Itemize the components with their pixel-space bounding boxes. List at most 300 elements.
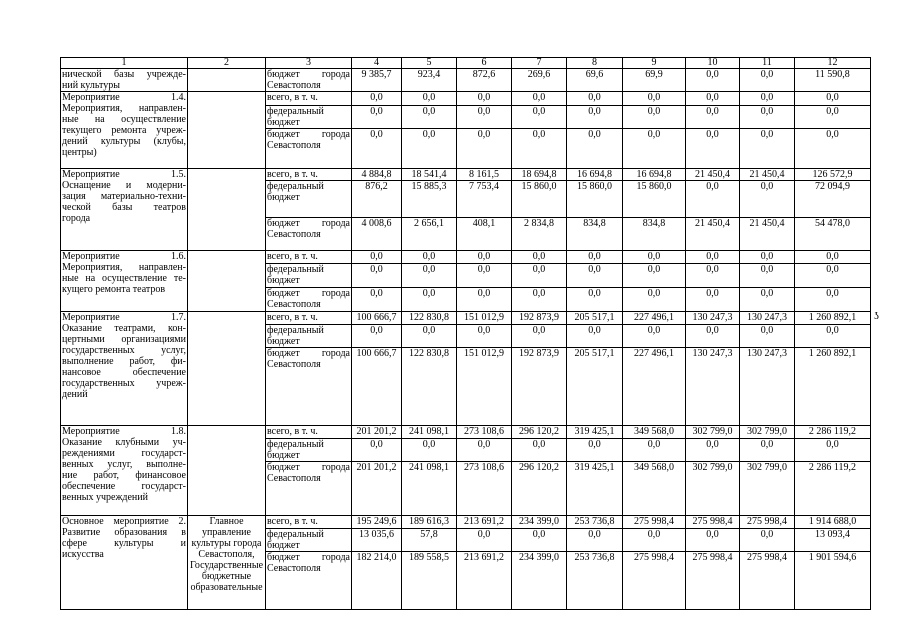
funding-source-line: бюджет города <box>267 348 350 359</box>
funding-source-cell <box>266 288 352 312</box>
amount-cell: 13 035,6 <box>352 529 402 552</box>
column-number-12: 12 <box>795 58 871 69</box>
column-number-row <box>61 58 871 69</box>
amount-cell: 302 799,0 <box>740 426 795 439</box>
measure-name-line: государственных услуг, <box>62 345 186 356</box>
funding-source-line: бюджет города <box>267 69 350 80</box>
amount-cell: 151 012,9 <box>457 312 512 325</box>
measure-name-cell <box>61 92 188 169</box>
funding-source-cell <box>266 516 352 529</box>
amount-cell: 0,0 <box>795 251 871 264</box>
amount-cell: 57,8 <box>402 529 457 552</box>
amount-cell: 0,0 <box>686 106 740 129</box>
amount-cell: 130 247,3 <box>686 348 740 426</box>
funding-source-cell <box>266 552 352 610</box>
amount-cell: 0,0 <box>795 92 871 106</box>
amount-cell: 0,0 <box>686 129 740 169</box>
measure-name-line: ные на осуществление те- <box>62 273 186 284</box>
amount-cell: 0,0 <box>402 264 457 288</box>
amount-cell: 0,0 <box>795 439 871 462</box>
funding-source-line: федеральный <box>267 325 324 336</box>
amount-cell: 0,0 <box>795 288 871 312</box>
executor-cell <box>188 92 266 169</box>
amount-cell: 275 998,4 <box>740 552 795 610</box>
amount-cell: 1 260 892,1 <box>795 348 871 426</box>
amount-cell: 100 666,7 <box>352 348 402 426</box>
amount-cell: 201 201,2 <box>352 426 402 439</box>
measure-name-line: искусства <box>62 549 104 560</box>
amount-cell: 273 108,6 <box>457 462 512 516</box>
amount-cell: 9 385,7 <box>352 69 402 92</box>
measure-name-line: Мероприятие 1.6. <box>62 251 186 262</box>
amount-cell: 275 998,4 <box>740 516 795 529</box>
funding-source-line: всего, в т. ч. <box>267 312 318 323</box>
funding-source-cell <box>266 426 352 439</box>
amount-cell: 0,0 <box>457 439 512 462</box>
amount-cell: 275 998,4 <box>623 516 686 529</box>
measure-name-cell <box>61 516 188 610</box>
amount-cell: 0,0 <box>457 251 512 264</box>
funding-source-cell <box>266 129 352 169</box>
amount-cell: 0,0 <box>686 181 740 218</box>
amount-cell: 0,0 <box>567 92 623 106</box>
amount-cell: 1 914 688,0 <box>795 516 871 529</box>
amount-cell: 2 286 119,2 <box>795 426 871 439</box>
amount-cell: 100 666,7 <box>352 312 402 325</box>
amount-cell: 0,0 <box>567 325 623 348</box>
funding-source-line: бюджет города <box>267 129 350 140</box>
amount-cell: 0,0 <box>352 288 402 312</box>
measure-name-line: Основное мероприятие 2. <box>62 516 186 527</box>
amount-cell: 227 496,1 <box>623 312 686 325</box>
column-number-8: 8 <box>567 58 623 69</box>
funding-source-cell <box>266 69 352 92</box>
funding-source-line: всего, в т. ч. <box>267 169 318 180</box>
amount-cell: 0,0 <box>740 529 795 552</box>
executor-cell <box>188 251 266 312</box>
amount-cell: 0,0 <box>623 264 686 288</box>
amount-cell: 189 616,3 <box>402 516 457 529</box>
executor-line: образовательные <box>190 582 263 593</box>
funding-source-line: федеральный <box>267 264 324 275</box>
funding-source-line: федеральный <box>267 106 324 117</box>
amount-cell: 21 450,4 <box>740 218 795 251</box>
funding-source-line: Севастополя <box>267 299 321 310</box>
funding-source-cell <box>266 264 352 288</box>
amount-cell: 122 830,8 <box>402 312 457 325</box>
amount-cell: 151 012,9 <box>457 348 512 426</box>
amount-cell: 2 834,8 <box>512 218 567 251</box>
measure-name-line: венных учреждений <box>62 492 148 503</box>
funding-source-line: бюджет <box>267 192 300 203</box>
executor-line: управление <box>202 527 251 538</box>
amount-cell: 296 120,2 <box>512 462 567 516</box>
amount-cell: 408,1 <box>457 218 512 251</box>
amount-cell: 0,0 <box>352 92 402 106</box>
amount-cell: 0,0 <box>512 529 567 552</box>
measure-name-cell <box>61 69 188 92</box>
column-number-7: 7 <box>512 58 567 69</box>
amount-cell: 349 568,0 <box>623 426 686 439</box>
measure-name-line: ческой базы театров <box>62 202 186 213</box>
amount-cell: 0,0 <box>623 106 686 129</box>
funding-source-line: всего, в т. ч. <box>267 251 318 262</box>
amount-cell: 69,9 <box>623 69 686 92</box>
amount-cell: 0,0 <box>567 264 623 288</box>
amount-cell: 0,0 <box>512 325 567 348</box>
amount-cell: 0,0 <box>623 439 686 462</box>
amount-cell: 4 884,8 <box>352 169 402 181</box>
table-row <box>61 169 871 181</box>
amount-cell: 72 094,9 <box>795 181 871 218</box>
funding-source-line: федеральный <box>267 181 324 192</box>
amount-cell: 205 517,1 <box>567 312 623 325</box>
amount-cell: 0,0 <box>512 129 567 169</box>
amount-cell: 0,0 <box>512 439 567 462</box>
amount-cell: 0,0 <box>686 92 740 106</box>
funding-source-line: федеральный <box>267 439 324 450</box>
measure-name-line: Развитие образования в <box>62 527 186 538</box>
amount-cell: 876,2 <box>352 181 402 218</box>
amount-cell: 0,0 <box>457 92 512 106</box>
amount-cell: 16 694,8 <box>567 169 623 181</box>
measure-name-line: обеспечение государст- <box>62 481 186 492</box>
amount-cell: 234 399,0 <box>512 516 567 529</box>
amount-cell: 189 558,5 <box>402 552 457 610</box>
measure-name-line: цертными организациями <box>62 334 186 345</box>
amount-cell: 0,0 <box>686 264 740 288</box>
column-number-5: 5 <box>402 58 457 69</box>
budget-table-page <box>60 57 871 610</box>
measure-name-line: зация материально-техни- <box>62 191 186 202</box>
funding-source-cell <box>266 312 352 325</box>
measure-name-line: ний культуры <box>62 80 120 91</box>
table-row <box>61 92 871 106</box>
amount-cell: 349 568,0 <box>623 462 686 516</box>
measure-name-line: кущего ремонта театров <box>62 284 166 295</box>
amount-cell: 273 108,6 <box>457 426 512 439</box>
funding-source-line: Севастополя <box>267 140 321 151</box>
measure-name-line: Мероприятие 1.5. <box>62 169 186 180</box>
amount-cell: 0,0 <box>402 288 457 312</box>
column-number-4: 4 <box>352 58 402 69</box>
amount-cell: 0,0 <box>402 129 457 169</box>
measure-name-line: текущего ремонта учреж- <box>62 125 186 136</box>
funding-source-line: бюджет <box>267 336 300 347</box>
executor-line: Севастополя, <box>198 549 255 560</box>
funding-source-cell <box>266 106 352 129</box>
amount-cell: 227 496,1 <box>623 348 686 426</box>
amount-cell: 0,0 <box>567 288 623 312</box>
amount-cell: 2 286 119,2 <box>795 462 871 516</box>
amount-cell: 18 541,4 <box>402 169 457 181</box>
amount-cell: 0,0 <box>512 92 567 106</box>
amount-cell: 130 247,3 <box>740 348 795 426</box>
funding-source-line: всего, в т. ч. <box>267 516 318 527</box>
amount-cell: 0,0 <box>686 529 740 552</box>
amount-cell: 0,0 <box>686 251 740 264</box>
amount-cell: 0,0 <box>512 264 567 288</box>
amount-cell: 275 998,4 <box>686 516 740 529</box>
funding-source-line: бюджет города <box>267 218 350 229</box>
measure-name-cell <box>61 312 188 426</box>
amount-cell: 0,0 <box>567 529 623 552</box>
measure-name-line: Мероприятия, направлен- <box>62 103 186 114</box>
amount-cell: 0,0 <box>352 251 402 264</box>
funding-source-cell <box>266 325 352 348</box>
funding-source-line: Севастополя <box>267 229 321 240</box>
amount-cell: 0,0 <box>686 69 740 92</box>
budget-table <box>60 57 871 610</box>
measure-name-line: нансовое обеспечение <box>62 367 186 378</box>
amount-cell: 205 517,1 <box>567 348 623 426</box>
measure-name-cell <box>61 169 188 251</box>
amount-cell: 1 260 892,1 <box>795 312 871 325</box>
amount-cell: 213 691,2 <box>457 516 512 529</box>
measure-name-line: Мероприятие 1.4. <box>62 92 186 103</box>
executor-cell <box>188 426 266 516</box>
amount-cell: 0,0 <box>352 129 402 169</box>
funding-source-cell <box>266 169 352 181</box>
measure-name-line: Мероприятия, направлен- <box>62 262 186 273</box>
amount-cell: 0,0 <box>402 439 457 462</box>
amount-cell: 130 247,3 <box>686 312 740 325</box>
measure-name-cell <box>61 426 188 516</box>
executor-line: бюджетные <box>201 571 252 582</box>
amount-cell: 0,0 <box>402 106 457 129</box>
amount-cell: 0,0 <box>740 69 795 92</box>
amount-cell: 4 008,6 <box>352 218 402 251</box>
funding-source-cell <box>266 251 352 264</box>
amount-cell: 0,0 <box>402 92 457 106</box>
measure-name-line: нической базы учрежде- <box>62 69 186 80</box>
table-row <box>61 251 871 264</box>
amount-cell: 195 249,6 <box>352 516 402 529</box>
amount-cell: 0,0 <box>623 251 686 264</box>
table-row <box>61 426 871 439</box>
funding-source-line: бюджет <box>267 117 300 128</box>
amount-cell: 0,0 <box>795 106 871 129</box>
measure-name-cell <box>61 251 188 312</box>
amount-cell: 0,0 <box>686 325 740 348</box>
executor-cell <box>188 312 266 426</box>
funding-source-cell <box>266 529 352 552</box>
funding-source-line: бюджет <box>267 450 300 461</box>
margin-mark: ʖ <box>874 310 879 322</box>
executor-line: Государственные <box>189 560 264 571</box>
measure-name-line: сфере культуры и <box>62 538 186 549</box>
measure-name-line: выполнение работ, фи- <box>62 356 186 367</box>
amount-cell: 18 694,8 <box>512 169 567 181</box>
amount-cell: 0,0 <box>457 106 512 129</box>
amount-cell: 0,0 <box>457 529 512 552</box>
amount-cell: 21 450,4 <box>686 218 740 251</box>
amount-cell: 0,0 <box>686 439 740 462</box>
amount-cell: 192 873,9 <box>512 312 567 325</box>
funding-source-line: бюджет города <box>267 288 350 299</box>
amount-cell: 54 478,0 <box>795 218 871 251</box>
amount-cell: 0,0 <box>457 325 512 348</box>
executor-line: культуры города <box>191 538 262 549</box>
amount-cell: 0,0 <box>352 264 402 288</box>
measure-name-line: города <box>62 213 91 224</box>
funding-source-line: федеральный <box>267 529 324 540</box>
amount-cell: 302 799,0 <box>686 426 740 439</box>
amount-cell: 1 901 594,6 <box>795 552 871 610</box>
amount-cell: 201 201,2 <box>352 462 402 516</box>
amount-cell: 182 214,0 <box>352 552 402 610</box>
amount-cell: 11 590,8 <box>795 69 871 92</box>
amount-cell: 0,0 <box>623 288 686 312</box>
amount-cell: 0,0 <box>567 129 623 169</box>
measure-name-line: государственных учреж- <box>62 378 186 389</box>
amount-cell: 241 098,1 <box>402 426 457 439</box>
amount-cell: 0,0 <box>457 288 512 312</box>
amount-cell: 126 572,9 <box>795 169 871 181</box>
funding-source-line: бюджет <box>267 275 300 286</box>
funding-source-line: Севастополя <box>267 563 321 574</box>
amount-cell: 7 753,4 <box>457 181 512 218</box>
amount-cell: 0,0 <box>740 325 795 348</box>
funding-source-line: бюджет <box>267 540 300 551</box>
column-number-10: 10 <box>686 58 740 69</box>
amount-cell: 0,0 <box>686 288 740 312</box>
amount-cell: 0,0 <box>623 92 686 106</box>
table-row <box>61 516 871 529</box>
amount-cell: 0,0 <box>740 181 795 218</box>
amount-cell: 0,0 <box>512 106 567 129</box>
amount-cell: 253 736,8 <box>567 552 623 610</box>
measure-name-line: Оснащение и модерни- <box>62 180 186 191</box>
measure-name-line: Оказание клубными уч- <box>62 437 186 448</box>
amount-cell: 0,0 <box>457 264 512 288</box>
measure-name-line: Оказание театрами, кон- <box>62 323 186 334</box>
column-number-1: 1 <box>61 58 188 69</box>
amount-cell: 15 885,3 <box>402 181 457 218</box>
amount-cell: 122 830,8 <box>402 348 457 426</box>
amount-cell: 253 736,8 <box>567 516 623 529</box>
funding-source-cell <box>266 92 352 106</box>
amount-cell: 0,0 <box>352 325 402 348</box>
amount-cell: 0,0 <box>795 264 871 288</box>
funding-source-line: бюджет города <box>267 462 350 473</box>
amount-cell: 0,0 <box>740 129 795 169</box>
amount-cell: 13 093,4 <box>795 529 871 552</box>
amount-cell: 834,8 <box>623 218 686 251</box>
executor-cell <box>188 516 266 610</box>
amount-cell: 0,0 <box>512 251 567 264</box>
amount-cell: 0,0 <box>402 251 457 264</box>
measure-name-line: Мероприятие 1.7. <box>62 312 186 323</box>
funding-source-line: всего, в т. ч. <box>267 92 318 103</box>
table-row <box>61 69 871 92</box>
column-number-6: 6 <box>457 58 512 69</box>
amount-cell: 16 694,8 <box>623 169 686 181</box>
amount-cell: 0,0 <box>795 325 871 348</box>
funding-source-line: бюджет города <box>267 552 350 563</box>
amount-cell: 269,6 <box>512 69 567 92</box>
amount-cell: 15 860,0 <box>567 181 623 218</box>
funding-source-cell <box>266 462 352 516</box>
executor-cell <box>188 169 266 251</box>
amount-cell: 192 873,9 <box>512 348 567 426</box>
measure-name-line: ние работ, финансовое <box>62 470 186 481</box>
measure-name-line: дений <box>62 389 88 400</box>
amount-cell: 275 998,4 <box>623 552 686 610</box>
measure-name-line: реждениями государст- <box>62 448 186 459</box>
funding-source-line: всего, в т. ч. <box>267 426 318 437</box>
measure-name-line: Мероприятие 1.8. <box>62 426 186 437</box>
amount-cell: 15 860,0 <box>623 181 686 218</box>
measure-name-line: ные на осуществление <box>62 114 186 125</box>
amount-cell: 0,0 <box>512 288 567 312</box>
funding-source-cell <box>266 439 352 462</box>
amount-cell: 0,0 <box>740 106 795 129</box>
funding-source-line: Севастополя <box>267 80 321 91</box>
amount-cell: 0,0 <box>402 325 457 348</box>
amount-cell: 0,0 <box>457 129 512 169</box>
funding-source-cell <box>266 348 352 426</box>
executor-line: Главное <box>209 516 244 527</box>
amount-cell: 0,0 <box>740 92 795 106</box>
amount-cell: 302 799,0 <box>686 462 740 516</box>
amount-cell: 241 098,1 <box>402 462 457 516</box>
column-number-3: 3 <box>266 58 352 69</box>
column-number-9: 9 <box>623 58 686 69</box>
amount-cell: 0,0 <box>567 106 623 129</box>
amount-cell: 15 860,0 <box>512 181 567 218</box>
table-row <box>61 312 871 325</box>
amount-cell: 8 161,5 <box>457 169 512 181</box>
amount-cell: 0,0 <box>795 129 871 169</box>
executor-cell <box>188 69 266 92</box>
amount-cell: 0,0 <box>352 439 402 462</box>
funding-source-cell <box>266 218 352 251</box>
amount-cell: 834,8 <box>567 218 623 251</box>
amount-cell: 0,0 <box>740 251 795 264</box>
amount-cell: 0,0 <box>740 264 795 288</box>
measure-name-line: центры) <box>62 147 97 158</box>
amount-cell: 21 450,4 <box>686 169 740 181</box>
amount-cell: 923,4 <box>402 69 457 92</box>
amount-cell: 0,0 <box>567 251 623 264</box>
amount-cell: 0,0 <box>567 439 623 462</box>
amount-cell: 0,0 <box>623 129 686 169</box>
amount-cell: 0,0 <box>740 288 795 312</box>
funding-source-line: Севастополя <box>267 473 321 484</box>
amount-cell: 2 656,1 <box>402 218 457 251</box>
amount-cell: 234 399,0 <box>512 552 567 610</box>
amount-cell: 69,6 <box>567 69 623 92</box>
amount-cell: 21 450,4 <box>740 169 795 181</box>
amount-cell: 0,0 <box>623 325 686 348</box>
amount-cell: 275 998,4 <box>686 552 740 610</box>
amount-cell: 872,6 <box>457 69 512 92</box>
amount-cell: 319 425,1 <box>567 462 623 516</box>
funding-source-line: Севастополя <box>267 359 321 370</box>
funding-source-cell <box>266 181 352 218</box>
amount-cell: 0,0 <box>352 106 402 129</box>
amount-cell: 130 247,3 <box>740 312 795 325</box>
measure-name-line: дений культуры (клубы, <box>62 136 186 147</box>
amount-cell: 302 799,0 <box>740 462 795 516</box>
amount-cell: 296 120,2 <box>512 426 567 439</box>
amount-cell: 319 425,1 <box>567 426 623 439</box>
measure-name-line: венных услуг, выполне- <box>62 459 186 470</box>
column-number-11: 11 <box>740 58 795 69</box>
column-number-2: 2 <box>188 58 266 69</box>
amount-cell: 0,0 <box>740 439 795 462</box>
